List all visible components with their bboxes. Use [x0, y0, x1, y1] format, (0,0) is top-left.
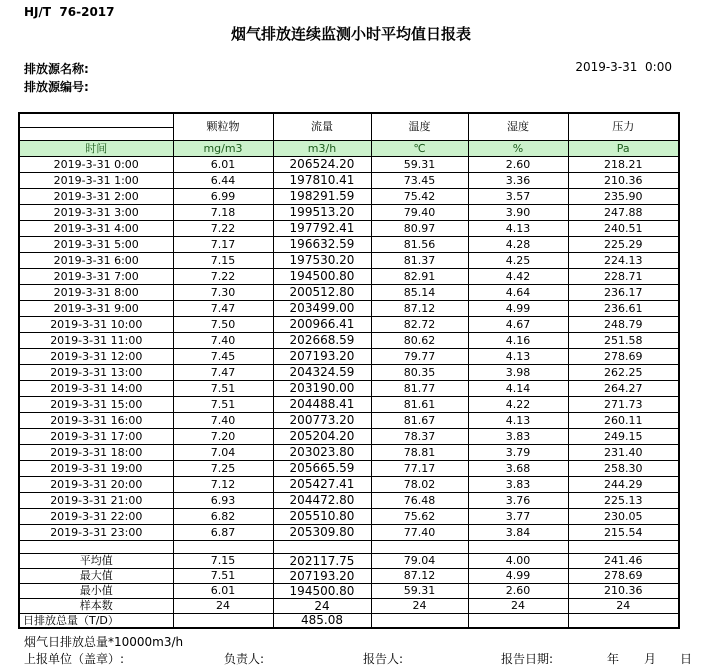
- cell-value: [568, 613, 679, 628]
- cell-value: 218.21: [568, 156, 679, 172]
- cell-value: 205665.59: [273, 460, 371, 476]
- cell-value: 249.15: [568, 428, 679, 444]
- table-row: [19, 188, 679, 204]
- cell-value: [371, 613, 468, 628]
- cell-value: 7.51: [173, 568, 273, 583]
- cell-value: 7.40: [173, 412, 273, 428]
- cell-value: 80.62: [371, 332, 468, 348]
- cell-label: 最小值: [19, 583, 173, 598]
- cell-value: 205510.80: [273, 508, 371, 524]
- cell-value: 7.17: [173, 236, 273, 252]
- cell-value: 197810.41: [273, 172, 371, 188]
- cell-value: 240.51: [568, 220, 679, 236]
- column-header-particulate: 颗粒物: [173, 113, 273, 140]
- table-row: [19, 412, 679, 428]
- cell-value: 80.35: [371, 364, 468, 380]
- cell-label: 2019-3-31 1:00: [19, 172, 173, 188]
- manager-label: 负责人:: [224, 652, 265, 666]
- table-row: [19, 364, 679, 380]
- table-row: [19, 332, 679, 348]
- cell-value: 199513.20: [273, 204, 371, 220]
- cell-value: 6.87: [173, 524, 273, 540]
- cell-value: 6.99: [173, 188, 273, 204]
- cell-value: 210.36: [568, 172, 679, 188]
- cell-value: 6.01: [173, 583, 273, 598]
- cell-value: 24: [173, 598, 273, 613]
- cell-label: 2019-3-31 10:00: [19, 316, 173, 332]
- table-row: [19, 524, 679, 540]
- cell-value: 207193.20: [273, 568, 371, 583]
- cell-value: 198291.59: [273, 188, 371, 204]
- cell-value: 7.51: [173, 396, 273, 412]
- cell-value: 7.12: [173, 476, 273, 492]
- cell-value: 7.45: [173, 348, 273, 364]
- cell-value: 251.58: [568, 332, 679, 348]
- cell-value: 80.97: [371, 220, 468, 236]
- cell-value: 6.93: [173, 492, 273, 508]
- table-row: [19, 396, 679, 412]
- cell-value: 76.48: [371, 492, 468, 508]
- cell-label: 2019-3-31 16:00: [19, 412, 173, 428]
- table-row: [19, 252, 679, 268]
- cell-value: 197530.20: [273, 252, 371, 268]
- cell-value: 206524.20: [273, 156, 371, 172]
- cell-value: 7.22: [173, 220, 273, 236]
- cell-value: [173, 613, 273, 628]
- table-row: [19, 268, 679, 284]
- cell-label: 2019-3-31 4:00: [19, 220, 173, 236]
- unit-pressure: Pa: [568, 140, 679, 156]
- cell-value: 4.25: [468, 252, 568, 268]
- cell-value: 4.22: [468, 396, 568, 412]
- cell-value: 87.12: [371, 300, 468, 316]
- cell-value: 82.72: [371, 316, 468, 332]
- unit-particulate: mg/m3: [173, 140, 273, 156]
- cell-value: 271.73: [568, 396, 679, 412]
- header-time-lower-cell: [19, 127, 173, 140]
- table-row: [19, 476, 679, 492]
- cell-value: 3.76: [468, 492, 568, 508]
- cell-value: 79.04: [371, 553, 468, 568]
- cell-value: 4.99: [468, 300, 568, 316]
- cell-value: 3.79: [468, 444, 568, 460]
- cell-value: 2.60: [468, 583, 568, 598]
- table-row: [19, 613, 679, 628]
- cell-value: 260.11: [568, 412, 679, 428]
- data-rows: [19, 156, 679, 540]
- cell-value: 85.14: [371, 284, 468, 300]
- cell-value: 205309.80: [273, 524, 371, 540]
- cell-value: 485.08: [273, 613, 371, 628]
- cell-label: 2019-3-31 23:00: [19, 524, 173, 540]
- cell-label: 2019-3-31 9:00: [19, 300, 173, 316]
- cell-value: 3.83: [468, 428, 568, 444]
- cell-value: 204324.59: [273, 364, 371, 380]
- cell-label: 2019-3-31 20:00: [19, 476, 173, 492]
- cell-label: 2019-3-31 22:00: [19, 508, 173, 524]
- table-row: [19, 583, 679, 598]
- cell-value: 78.81: [371, 444, 468, 460]
- table-row: [19, 204, 679, 220]
- table-row: [19, 236, 679, 252]
- cell-value: 75.42: [371, 188, 468, 204]
- cell-value: 4.42: [468, 268, 568, 284]
- cell-value: 81.67: [371, 412, 468, 428]
- cell-value: 78.02: [371, 476, 468, 492]
- cell-label: 2019-3-31 2:00: [19, 188, 173, 204]
- cell-value: 225.13: [568, 492, 679, 508]
- cell-value: 230.05: [568, 508, 679, 524]
- report-date-label: 报告日期:: [501, 652, 554, 666]
- cell-value: 7.15: [173, 553, 273, 568]
- cell-value: 7.04: [173, 444, 273, 460]
- cell-value: 75.62: [371, 508, 468, 524]
- cell-value: 241.46: [568, 553, 679, 568]
- cell-value: 79.77: [371, 348, 468, 364]
- footer-note: 烟气日排放总量*10000m3/h: [24, 635, 184, 649]
- header-time-upper-cell: [19, 113, 173, 127]
- header-row-pollutants: [19, 113, 679, 127]
- source-code-label: 排放源编号:: [24, 80, 89, 94]
- cell-value: 264.27: [568, 380, 679, 396]
- reporting-unit-label: 上报单位（盖章）:: [24, 652, 125, 666]
- cell-label: 2019-3-31 17:00: [19, 428, 173, 444]
- cell-value: 7.51: [173, 380, 273, 396]
- cell-value: 4.64: [468, 284, 568, 300]
- cell-value: 6.44: [173, 172, 273, 188]
- cell-value: 4.16: [468, 332, 568, 348]
- cell-label: 2019-3-31 12:00: [19, 348, 173, 364]
- cell-value: 278.69: [568, 568, 679, 583]
- cell-label: 2019-3-31 5:00: [19, 236, 173, 252]
- cell-label: 2019-3-31 19:00: [19, 460, 173, 476]
- cell-value: 202668.59: [273, 332, 371, 348]
- cell-value: 6.01: [173, 156, 273, 172]
- cell-value: 4.99: [468, 568, 568, 583]
- cell-value: 278.69: [568, 348, 679, 364]
- cell-label: 2019-3-31 11:00: [19, 332, 173, 348]
- unit-humidity: %: [468, 140, 568, 156]
- cell-value: 3.57: [468, 188, 568, 204]
- day-label: 日: [680, 652, 693, 666]
- table-row: [19, 568, 679, 583]
- cell-value: 262.25: [568, 364, 679, 380]
- year-label: 年: [607, 652, 620, 666]
- cell-value: 203190.00: [273, 380, 371, 396]
- table-row: [19, 284, 679, 300]
- cell-value: 4.14: [468, 380, 568, 396]
- cell-label: 2019-3-31 21:00: [19, 492, 173, 508]
- cell-label: 2019-3-31 18:00: [19, 444, 173, 460]
- cell-value: 200966.41: [273, 316, 371, 332]
- cell-value: 79.40: [371, 204, 468, 220]
- cell-value: 73.45: [371, 172, 468, 188]
- cell-value: 82.91: [371, 268, 468, 284]
- cell-value: 7.47: [173, 364, 273, 380]
- cell-value: 235.90: [568, 188, 679, 204]
- cell-label: 日排放总量（T/D）: [19, 613, 173, 628]
- cell-value: 3.36: [468, 172, 568, 188]
- cell-label: 2019-3-31 0:00: [19, 156, 173, 172]
- cell-label: 2019-3-31 15:00: [19, 396, 173, 412]
- cell-value: 77.40: [371, 524, 468, 540]
- cell-value: 3.77: [468, 508, 568, 524]
- column-header-humidity: 湿度: [468, 113, 568, 140]
- summary-rows: [19, 553, 679, 628]
- cell-value: 204472.80: [273, 492, 371, 508]
- report-datetime: 2019-3-31 0:00: [575, 60, 672, 74]
- cell-value: 196632.59: [273, 236, 371, 252]
- cell-value: 81.56: [371, 236, 468, 252]
- cell-value: 197792.41: [273, 220, 371, 236]
- cell-value: 4.00: [468, 553, 568, 568]
- cell-value: 200512.80: [273, 284, 371, 300]
- source-name-label: 排放源名称:: [24, 62, 89, 76]
- cell-value: 81.77: [371, 380, 468, 396]
- table-row: [19, 598, 679, 613]
- cell-label: 2019-3-31 14:00: [19, 380, 173, 396]
- cell-value: 7.20: [173, 428, 273, 444]
- cell-value: 4.28: [468, 236, 568, 252]
- cell-value: 4.13: [468, 412, 568, 428]
- cell-label: 2019-3-31 13:00: [19, 364, 173, 380]
- cell-value: 205427.41: [273, 476, 371, 492]
- column-header-pressure: 压力: [568, 113, 679, 140]
- cell-label: 2019-3-31 3:00: [19, 204, 173, 220]
- cell-value: 3.84: [468, 524, 568, 540]
- cell-label: 2019-3-31 7:00: [19, 268, 173, 284]
- cell-value: 231.40: [568, 444, 679, 460]
- cell-value: 236.61: [568, 300, 679, 316]
- table-row: [19, 220, 679, 236]
- cell-value: 194500.80: [273, 583, 371, 598]
- table-row: [19, 172, 679, 188]
- cell-value: 7.47: [173, 300, 273, 316]
- cell-value: 247.88: [568, 204, 679, 220]
- cell-value: 228.71: [568, 268, 679, 284]
- cell-value: 6.82: [173, 508, 273, 524]
- cell-label: 2019-3-31 8:00: [19, 284, 173, 300]
- cell-value: 224.13: [568, 252, 679, 268]
- cell-value: 4.13: [468, 348, 568, 364]
- cell-value: 7.30: [173, 284, 273, 300]
- cell-value: 203023.80: [273, 444, 371, 460]
- table-row: [19, 460, 679, 476]
- unit-flow: m3/h: [273, 140, 371, 156]
- table-row: [19, 156, 679, 172]
- table-row: [19, 553, 679, 568]
- time-header-cell: 时间: [19, 140, 173, 156]
- cell-value: 7.25: [173, 460, 273, 476]
- table-row: [19, 380, 679, 396]
- page-title: 烟气排放连续监测小时平均值日报表: [230, 25, 471, 43]
- table-row: [19, 316, 679, 332]
- cell-label: 2019-3-31 6:00: [19, 252, 173, 268]
- cell-value: 3.90: [468, 204, 568, 220]
- cell-value: 205204.20: [273, 428, 371, 444]
- unit-temperature: ℃: [371, 140, 468, 156]
- reporter-label: 报告人:: [363, 652, 404, 666]
- table-row: [19, 428, 679, 444]
- cell-value: [468, 613, 568, 628]
- column-header-temperature: 温度: [371, 113, 468, 140]
- standard-code: HJ/T 76-2017: [24, 5, 115, 19]
- cell-value: 24: [371, 598, 468, 613]
- cell-value: 78.37: [371, 428, 468, 444]
- table-row: [19, 508, 679, 524]
- cell-value: 24: [568, 598, 679, 613]
- cell-value: 203499.00: [273, 300, 371, 316]
- cell-value: 59.31: [371, 583, 468, 598]
- cell-value: 210.36: [568, 583, 679, 598]
- cell-value: 24: [273, 598, 371, 613]
- month-label: 月: [644, 652, 657, 666]
- cell-label: 样本数: [19, 598, 173, 613]
- cell-value: 81.61: [371, 396, 468, 412]
- cell-value: 248.79: [568, 316, 679, 332]
- cell-value: 200773.20: [273, 412, 371, 428]
- table-row: [19, 492, 679, 508]
- column-header-flow: 流量: [273, 113, 371, 140]
- cell-value: 225.29: [568, 236, 679, 252]
- cell-value: 258.30: [568, 460, 679, 476]
- cell-value: 204488.41: [273, 396, 371, 412]
- cell-value: 194500.80: [273, 268, 371, 284]
- cell-value: 7.40: [173, 332, 273, 348]
- cell-label: 最大值: [19, 568, 173, 583]
- cell-value: 7.18: [173, 204, 273, 220]
- cell-value: 207193.20: [273, 348, 371, 364]
- cell-value: 202117.75: [273, 553, 371, 568]
- cell-value: 236.17: [568, 284, 679, 300]
- cell-value: 2.60: [468, 156, 568, 172]
- cell-value: 244.29: [568, 476, 679, 492]
- cell-value: 59.31: [371, 156, 468, 172]
- cell-value: 215.54: [568, 524, 679, 540]
- cell-value: 3.98: [468, 364, 568, 380]
- cell-label: 平均值: [19, 553, 173, 568]
- cell-value: 24: [468, 598, 568, 613]
- report-table: [18, 112, 680, 629]
- cell-value: 4.67: [468, 316, 568, 332]
- cell-value: 81.37: [371, 252, 468, 268]
- spacer-row: [19, 540, 679, 553]
- cell-value: 3.83: [468, 476, 568, 492]
- table-row: [19, 444, 679, 460]
- cell-value: 7.15: [173, 252, 273, 268]
- cell-value: 87.12: [371, 568, 468, 583]
- table-row: [19, 348, 679, 364]
- cell-value: 7.50: [173, 316, 273, 332]
- cell-value: 77.17: [371, 460, 468, 476]
- cell-value: 7.22: [173, 268, 273, 284]
- table-row: [19, 300, 679, 316]
- cell-value: 4.13: [468, 220, 568, 236]
- units-row: [19, 140, 679, 156]
- cell-value: 3.68: [468, 460, 568, 476]
